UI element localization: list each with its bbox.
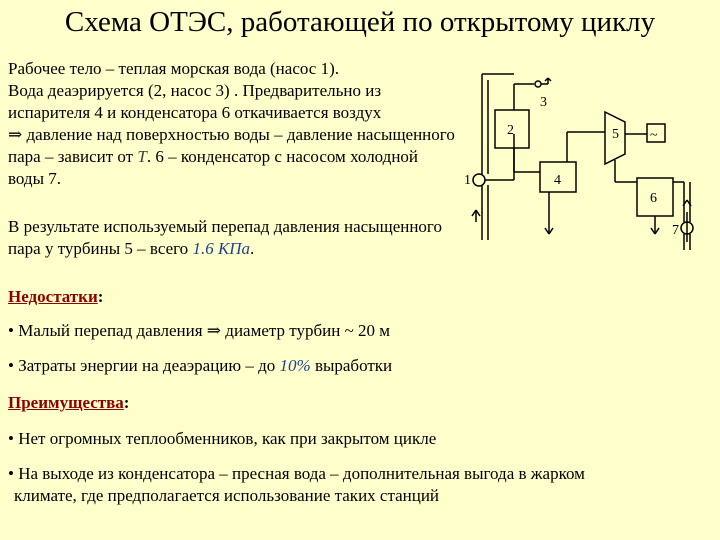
slide-title: Схема ОТЭС, работающей по открытому циклу — [64, 6, 656, 38]
disadvantages-heading — [8, 286, 103, 308]
label-5: 5 — [612, 127, 619, 142]
temperature-variable: T — [137, 147, 147, 166]
label-3: 3 — [540, 95, 547, 110]
disadvantages-label: Недостатки — [8, 287, 98, 306]
advantages-label: Преимущества — [8, 393, 124, 412]
disadvantage-2-suffix: выработки — [310, 356, 393, 375]
generator-symbol: ~ — [650, 128, 658, 143]
energy-percent: 10% — [279, 356, 311, 375]
advantage-2-line-1: • На выходе из конденсатора – пресная вода – дополнительная выгода в жарком — [8, 464, 585, 483]
label-2: 2 — [507, 123, 514, 138]
result-end: . — [250, 239, 255, 258]
pump-1-icon — [473, 174, 485, 186]
advantage-2-line-2: климате, где предполагается использование таких станций — [14, 486, 440, 505]
label-4: 4 — [554, 173, 561, 188]
label-1: 1 — [464, 173, 471, 188]
advantage-item-2 — [8, 463, 708, 507]
disadvantage-2-prefix: • Затраты энергии на деаэрацию – до — [8, 356, 280, 375]
disadvantage-item-1 — [8, 320, 708, 342]
pump-3-icon — [535, 81, 541, 87]
intro-text-1: Рабочее тело – теплая морская вода (насос 1). — [8, 59, 339, 78]
otec-open-cycle-diagram — [462, 72, 707, 252]
label-6: 6 — [650, 191, 657, 206]
pressure-value: 1.6 КПа — [192, 239, 251, 258]
disadvantages-colon: : — [97, 287, 104, 306]
advantage-item-1: • Нет огромных теплообменников, как при закрытом цикле — [8, 429, 437, 448]
disadvantage-1-suffix: диаметр турбин ~ 20 м — [221, 321, 391, 340]
label-7: 7 — [672, 223, 679, 238]
implies-arrow: ⇒ — [8, 125, 23, 144]
implies-arrow: ⇒ — [206, 321, 222, 340]
intro-text-3: давление над поверхностью воды – давление насыщенного пара – зависит от — [8, 125, 455, 166]
intro-text-4: . 6 – конденсатор с насосом холодной воды 7. — [8, 147, 419, 188]
advantages-colon: : — [123, 393, 130, 412]
advantages-heading — [8, 392, 129, 414]
result-text: В результате используемый перепад давления насыщенного пара у турбины 5 – всего — [8, 217, 442, 258]
disadvantage-1-prefix: • Малый перепад давления — [8, 321, 207, 340]
intro-paragraph — [8, 58, 458, 190]
result-paragraph — [8, 216, 458, 260]
disadvantage-item-2 — [8, 355, 708, 377]
intro-text-2: Вода деаэрируется (2, насос 3) . Предварительно из испарителя 4 и конденсатора 6 откачивается воздух — [8, 81, 382, 122]
